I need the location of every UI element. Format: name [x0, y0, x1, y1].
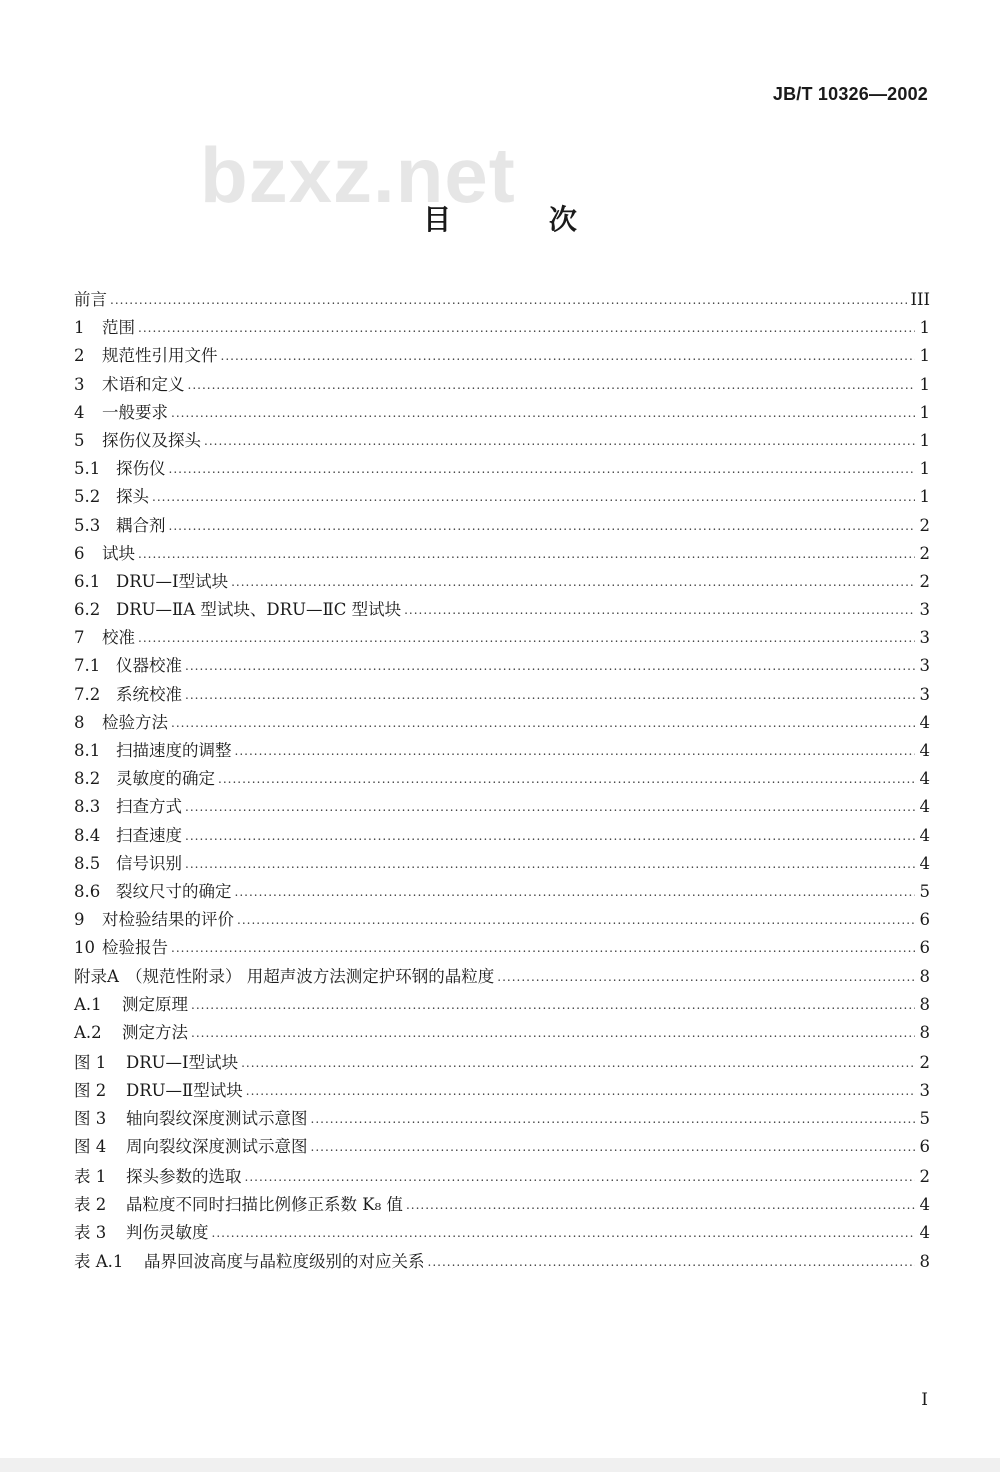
- toc-entry-label: 检验方法: [102, 712, 168, 732]
- toc-entry-label: 判伤灵敏度: [126, 1223, 209, 1243]
- toc-entry-label: 校准: [102, 628, 135, 648]
- toc-leader-dots: [191, 1019, 915, 1047]
- toc-entry-label: 探头: [116, 487, 149, 507]
- toc-entry-page: 1: [919, 459, 930, 479]
- toc-leader-dots: [185, 652, 915, 680]
- toc-leader-dots: [218, 765, 915, 793]
- toc-entry-7-1[interactable]: [74, 652, 930, 680]
- toc-entry-page: 6: [919, 938, 930, 958]
- toc-entry-page: 4: [919, 1195, 930, 1215]
- toc-entry-number: 6: [74, 543, 85, 563]
- toc-entry-number: 图 2: [74, 1080, 107, 1100]
- toc-entry-label: DRU—Ⅱ型试块: [126, 1080, 243, 1100]
- toc-entry-8-6[interactable]: [74, 878, 930, 906]
- toc-leader-dots: [169, 455, 916, 483]
- toc-entry-page: 4: [919, 712, 930, 732]
- toc-entry-page: 8: [919, 966, 930, 986]
- toc-entry-number: 表 2: [74, 1195, 107, 1215]
- toc-leader-dots: [191, 991, 915, 1019]
- toc-entry-figure-3[interactable]: [74, 1105, 930, 1133]
- page-bottom-edge: [0, 1458, 1000, 1472]
- toc-entry-table-1[interactable]: [74, 1163, 930, 1191]
- toc-entry-number: 8.5: [74, 853, 101, 873]
- toc-leader-dots: [311, 1133, 916, 1161]
- toc-entry-label: （规范性附录） 用超声波方法测定护环钢的晶粒度: [126, 966, 495, 986]
- toc-entry-page: 4: [919, 769, 930, 789]
- toc-leader-dots: [138, 314, 915, 342]
- toc-entry-label: 试块: [102, 543, 135, 563]
- toc-entry-7[interactable]: [74, 624, 930, 652]
- toc-entry-6-1[interactable]: [74, 568, 930, 596]
- toc-leader-dots: [404, 596, 915, 624]
- toc-entry-label: 周向裂纹深度测试示意图: [126, 1137, 308, 1157]
- toc-entry-figure-2[interactable]: [74, 1077, 930, 1105]
- toc-entry-number: 3: [74, 374, 85, 394]
- toc-entry-page: 2: [919, 515, 930, 535]
- toc-leader-dots: [171, 399, 915, 427]
- toc-entry-label: 探伤仪: [116, 459, 166, 479]
- toc-entry-label: 前言: [74, 290, 107, 309]
- toc-entry-number: A.2: [74, 1022, 102, 1042]
- toc-entry-number: 5.3: [74, 515, 101, 535]
- toc-entry-page: 1: [919, 374, 930, 394]
- toc-entry-number: 4: [74, 402, 85, 422]
- toc-entry-page: 5: [919, 881, 930, 901]
- toc-entry-5-1[interactable]: [74, 455, 930, 483]
- toc-entry-page: 2: [919, 571, 930, 591]
- toc-entry-page: 1: [919, 346, 930, 366]
- toc-entry-table-3[interactable]: [74, 1219, 930, 1247]
- toc-entry-foreword[interactable]: [74, 286, 930, 314]
- toc-entry-label: 扫查方式: [116, 797, 182, 817]
- toc-entry-number: 6.2: [74, 600, 101, 620]
- standard-number: JB/T 10326—2002: [772, 84, 928, 104]
- toc-entry-label: 晶粒度不同时扫描比例修正系数 K₈ 值: [126, 1195, 403, 1215]
- toc-entry-number: 表 3: [74, 1223, 107, 1243]
- toc-entry-label: DRU—ⅡA 型试块、DRU—ⅡC 型试块: [116, 600, 402, 620]
- toc-entry-1[interactable]: [74, 314, 930, 342]
- toc-entry-label: 系统校准: [116, 684, 182, 704]
- toc-entry-number: 8.3: [74, 797, 101, 817]
- toc-leader-dots: [185, 681, 915, 709]
- toc-entry-label: 轴向裂纹深度测试示意图: [126, 1109, 308, 1129]
- toc-entry-number: 表 1: [74, 1167, 107, 1186]
- toc-title: 目 次: [423, 203, 621, 236]
- toc-leader-dots: [221, 342, 916, 370]
- toc-leader-dots: [185, 850, 915, 878]
- toc-entry-5-3[interactable]: [74, 512, 930, 540]
- toc-entry-number: 8.4: [74, 825, 101, 845]
- toc-leader-dots: [428, 1248, 916, 1276]
- toc-entry-number: 6.1: [74, 571, 101, 591]
- toc-entry-label: DRU—Ⅰ型试块: [116, 571, 229, 591]
- toc-leader-dots: [212, 1219, 916, 1247]
- toc-entry-label: 范围: [102, 318, 135, 338]
- toc-entry-number: A.1: [74, 994, 102, 1014]
- toc-entry-page: 3: [919, 600, 930, 620]
- toc-entry-figure-1[interactable]: [74, 1049, 930, 1077]
- toc-entry-5[interactable]: [74, 427, 930, 455]
- toc-entry-page: 6: [919, 1137, 930, 1157]
- toc-leader-dots: [169, 512, 916, 540]
- toc-entry-table-2[interactable]: [74, 1191, 930, 1219]
- toc-entry-4[interactable]: [74, 399, 930, 427]
- toc-entry-9[interactable]: [74, 906, 930, 934]
- toc-entry-number: 7.1: [74, 656, 101, 676]
- toc-entry-page: 4: [919, 741, 930, 760]
- toc-entry-number: 8: [74, 712, 85, 732]
- toc-entry-10[interactable]: [74, 934, 930, 962]
- toc-leader-dots: [246, 1077, 915, 1105]
- toc-leader-dots: [185, 822, 915, 850]
- toc-leader-dots: [138, 624, 915, 652]
- toc-leader-dots: [110, 286, 907, 314]
- toc-entry-label: 耦合剂: [116, 515, 166, 535]
- toc-entry-label: 测定原理: [122, 994, 188, 1014]
- toc-entry-label: 扫查速度: [116, 825, 182, 845]
- toc-leader-dots: [231, 568, 915, 596]
- toc-entry-number: 10: [74, 938, 95, 958]
- toc-entry-3[interactable]: [74, 371, 930, 399]
- toc-entry-page: 3: [919, 1080, 930, 1100]
- toc-leader-dots: [235, 737, 916, 765]
- toc-entry-number: 附录A: [74, 966, 119, 986]
- toc-entry-page: 3: [919, 684, 930, 704]
- toc-entry-page: 8: [919, 1251, 930, 1271]
- toc-entry-number: 5.2: [74, 487, 101, 507]
- toc-entry-a-2[interactable]: [74, 1019, 930, 1047]
- toc-entry-7-2[interactable]: [74, 681, 930, 709]
- toc-entry-label: 测定方法: [122, 1022, 188, 1042]
- toc-entry-number: 5.1: [74, 459, 101, 479]
- toc-leader-dots: [311, 1105, 916, 1133]
- toc-entry-page: 2: [919, 543, 930, 563]
- toc-entry-5-2[interactable]: [74, 483, 930, 511]
- toc-entry-page: 1: [919, 487, 930, 507]
- toc-entry-annex-a[interactable]: [74, 963, 930, 991]
- toc-entry-page: 4: [919, 825, 930, 845]
- toc-entry-6[interactable]: [74, 540, 930, 568]
- toc-leader-dots: [171, 934, 915, 962]
- toc-entry-page: 2: [919, 1052, 930, 1072]
- toc-entry-page: 3: [919, 628, 930, 648]
- toc-entry-page: 1: [919, 402, 930, 422]
- toc-entry-label: 检验报告: [102, 938, 168, 958]
- toc-entry-number: 表 A.1: [74, 1251, 124, 1271]
- table-of-contents: [74, 286, 930, 1276]
- toc-entry-page: 3: [919, 656, 930, 676]
- toc-entry-8-4[interactable]: [74, 822, 930, 850]
- toc-entry-label: 对检验结果的评价: [102, 910, 234, 930]
- toc-entry-figure-4[interactable]: [74, 1133, 930, 1161]
- toc-entry-number: 8.1: [74, 741, 101, 760]
- toc-entry-page: III: [910, 290, 930, 309]
- toc-entry-2[interactable]: [74, 342, 930, 370]
- toc-entry-label: 信号识别: [116, 853, 182, 873]
- toc-leader-dots: [152, 483, 915, 511]
- toc-entry-label: DRU—Ⅰ型试块: [126, 1052, 239, 1072]
- toc-leader-dots: [204, 427, 915, 455]
- toc-entry-page: 1: [919, 318, 930, 338]
- toc-leader-dots: [138, 540, 915, 568]
- toc-entry-number: 2: [74, 346, 85, 366]
- toc-entry-6-2[interactable]: [74, 596, 930, 624]
- toc-entry-8[interactable]: [74, 709, 930, 737]
- toc-entry-page: 4: [919, 1223, 930, 1243]
- toc-entry-number: 7: [74, 628, 85, 648]
- toc-entry-label: 仪器校准: [116, 656, 182, 676]
- toc-entry-label: 裂纹尺寸的确定: [116, 881, 232, 901]
- toc-leader-dots: [241, 1049, 915, 1077]
- toc-entry-number: 1: [74, 318, 85, 338]
- toc-leader-dots: [406, 1191, 915, 1219]
- toc-entry-8-5[interactable]: [74, 850, 930, 878]
- toc-entry-label: 术语和定义: [102, 374, 185, 394]
- toc-entry-page: 8: [919, 994, 930, 1014]
- toc-entry-number: 图 1: [74, 1052, 107, 1072]
- toc-entry-number: 5: [74, 430, 85, 450]
- page-number: I: [921, 1390, 928, 1410]
- toc-leader-dots: [185, 793, 915, 821]
- toc-entry-label: 扫描速度的调整: [116, 741, 232, 760]
- toc-entry-number: 8.2: [74, 769, 101, 789]
- toc-entry-number: 9: [74, 910, 85, 930]
- toc-entry-label: 晶界回波高度与晶粒度级别的对应关系: [144, 1251, 425, 1271]
- toc-entry-number: 图 4: [74, 1137, 107, 1157]
- toc-entry-page: 6: [919, 910, 930, 930]
- toc-entry-page: 1: [919, 430, 930, 450]
- toc-entry-page: 2: [919, 1167, 930, 1186]
- toc-entry-label: 一般要求: [102, 402, 168, 422]
- toc-entry-page: 8: [919, 1022, 930, 1042]
- watermark: bzxz.net: [200, 131, 516, 219]
- toc-entry-table-a-1[interactable]: [74, 1248, 930, 1276]
- toc-entry-page: 4: [919, 797, 930, 817]
- toc-entry-page: 5: [919, 1109, 930, 1129]
- toc-leader-dots: [497, 963, 915, 991]
- toc-entry-label: 探伤仪及探头: [102, 430, 201, 450]
- toc-entry-8-1[interactable]: [74, 737, 930, 765]
- toc-entry-page: 4: [919, 853, 930, 873]
- toc-entry-8-2[interactable]: [74, 765, 930, 793]
- toc-leader-dots: [188, 371, 916, 399]
- toc-entry-8-3[interactable]: [74, 793, 930, 821]
- toc-leader-dots: [245, 1163, 916, 1191]
- toc-leader-dots: [237, 906, 915, 934]
- toc-entry-number: 7.2: [74, 684, 101, 704]
- toc-entry-label: 探头参数的选取: [126, 1167, 242, 1186]
- toc-entry-label: 灵敏度的确定: [116, 769, 215, 789]
- toc-entry-a-1[interactable]: [74, 991, 930, 1019]
- toc-leader-dots: [235, 878, 916, 906]
- toc-entry-number: 图 3: [74, 1109, 107, 1129]
- toc-entry-label: 规范性引用文件: [102, 346, 218, 366]
- toc-leader-dots: [171, 709, 915, 737]
- toc-entry-number: 8.6: [74, 881, 101, 901]
